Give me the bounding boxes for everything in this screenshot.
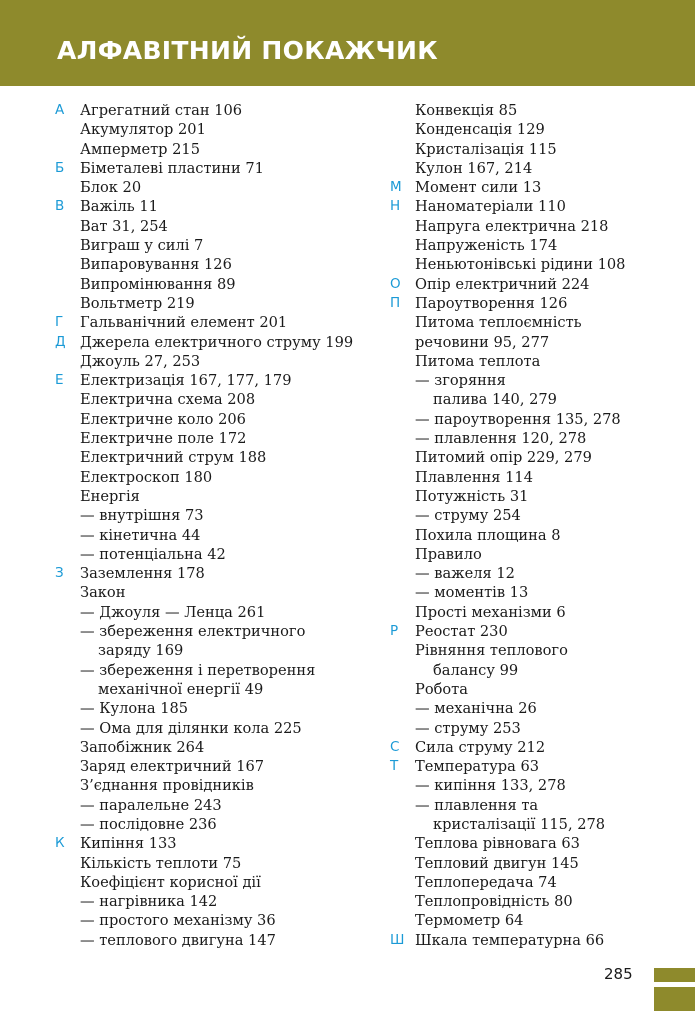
index-entry-text: Прості механізми 6 (415, 603, 566, 621)
index-entry (55, 545, 375, 564)
page-tab-lower (654, 987, 695, 1011)
index-entry (55, 526, 375, 545)
index-entry (55, 699, 375, 718)
index-entry-text: — плавлення 120, 278 (415, 430, 587, 448)
index-entry (390, 217, 680, 236)
index-entry (55, 854, 375, 873)
index-entry (55, 815, 375, 834)
index-entry-text: Електризація 167, 177, 179 (80, 372, 292, 390)
index-entry-text: Сила струму 212 (415, 738, 546, 756)
index-entry-text: — моментів 13 (415, 584, 529, 602)
section-letter: В (55, 198, 65, 215)
index-entry-text: Виграш у силі 7 (80, 237, 204, 255)
index-entry (390, 757, 680, 776)
index-entry (55, 892, 375, 911)
index-entry-text: Правило (415, 545, 482, 563)
index-entry-text: Джерела електричного струму 199 (80, 333, 354, 351)
page-number: 285 (604, 965, 633, 983)
index-entry (390, 275, 680, 294)
section-letter: Б (55, 159, 65, 176)
index-entry-text: Вольтметр 219 (80, 294, 195, 312)
page-tab-upper (654, 968, 695, 982)
index-entry-text: Електричне поле 172 (80, 430, 247, 448)
index-entry-text: Блок 20 (80, 179, 142, 197)
index-entry-text: Акумулятор 201 (80, 121, 206, 139)
index-entry (390, 680, 680, 699)
section-letter: Т (390, 758, 399, 775)
index-entry (390, 487, 680, 506)
section-letter: Р (390, 623, 399, 640)
index-entry (390, 834, 680, 853)
index-entry (55, 661, 375, 680)
index-entry-text: — збереження і перетворення (80, 661, 316, 679)
index-entry-text: Опір електричний 224 (415, 275, 590, 293)
index-entry-text: — струму 254 (415, 507, 521, 525)
index-entry (390, 815, 680, 834)
index-entry-text: Момент сили 13 (415, 179, 542, 197)
index-entry (55, 313, 375, 332)
index-entry-text: Конденсація 129 (415, 121, 545, 139)
index-entry (390, 448, 680, 467)
section-letter: Е (55, 372, 64, 389)
index-entry (55, 352, 375, 371)
index-column-left (55, 101, 375, 950)
index-entry (390, 854, 680, 873)
index-entry-text: — простого механізму 36 (80, 912, 276, 930)
index-entry (55, 333, 375, 352)
index-entry (55, 834, 375, 853)
index-entry-text: — струму 253 (415, 719, 521, 737)
index-entry (390, 410, 680, 429)
index-entry (390, 931, 680, 950)
index-entry-text: — паралельне 243 (80, 796, 222, 814)
section-letter: П (390, 294, 401, 311)
index-entry (55, 255, 375, 274)
index-entry-text: Джоуль 27, 253 (80, 352, 201, 370)
section-letter: Г (55, 314, 64, 331)
index-entry-text: кристалізації 115, 278 (433, 815, 606, 833)
index-entry-text: — кінетична 44 (80, 526, 201, 544)
index-entry (390, 101, 680, 120)
index-entry (55, 873, 375, 892)
index-entry-text: Тепловий двигун 145 (415, 854, 579, 872)
index-entry (55, 217, 375, 236)
index-entry-text: — теплового двигуна 147 (80, 931, 276, 949)
index-entry (390, 776, 680, 795)
index-entry (55, 120, 375, 139)
index-entry (390, 159, 680, 178)
index-entry-text: Електроскоп 180 (80, 468, 213, 486)
index-entry (55, 294, 375, 313)
index-entry (390, 603, 680, 622)
index-entry-text: Електричне коло 206 (80, 410, 246, 428)
index-entry-text: — плавлення та (415, 796, 539, 814)
index-entry (55, 101, 375, 120)
index-entry (390, 120, 680, 139)
index-entry (390, 564, 680, 583)
index-entry-text: — кипіння 133, 278 (415, 777, 566, 795)
index-entry-text: Пароутворення 126 (415, 294, 568, 312)
index-entry-text: Енергія (80, 487, 140, 505)
index-entry (55, 448, 375, 467)
index-entry (55, 719, 375, 738)
index-column-right (390, 101, 680, 950)
index-entry-text: балансу 99 (433, 661, 519, 679)
index-entry (55, 410, 375, 429)
index-entry-text: Потужність 31 (415, 487, 529, 505)
header-banner (0, 0, 695, 86)
index-entry-text: Гальванічний елемент 201 (80, 314, 288, 332)
index-entry-text: Випаровування 126 (80, 256, 232, 274)
index-entry (55, 564, 375, 583)
index-entry-text: — збереження електричного (80, 623, 306, 641)
index-entry (55, 468, 375, 487)
index-entry (55, 776, 375, 795)
index-entry (55, 931, 375, 950)
index-entry-text: — потенціальна 42 (80, 545, 226, 563)
index-entry (390, 699, 680, 718)
index-entry-text: Питома теплоємність (415, 314, 582, 332)
index-entry-text: палива 140, 279 (433, 391, 557, 409)
index-entry (390, 236, 680, 255)
index-entry-text: Питомий опір 229, 279 (415, 449, 592, 467)
section-letter: М (390, 179, 402, 196)
index-entry (55, 622, 375, 641)
index-entry (390, 911, 680, 930)
index-entry-text: — нагрівника 142 (80, 893, 218, 911)
section-letter: Д (55, 333, 66, 350)
index-entry-text: Важіль 11 (80, 198, 158, 216)
index-entry (390, 873, 680, 892)
index-entry-text: Теплова рівновага 63 (415, 835, 580, 853)
index-entry (390, 661, 680, 680)
index-entry (390, 178, 680, 197)
index-entry-text: механічної енергії 49 (98, 680, 264, 698)
index-entry (55, 680, 375, 699)
index-entry-text: Похила площина 8 (415, 526, 561, 544)
index-entry-text: заряду 169 (98, 642, 184, 660)
page-title: АЛФАВІТНИЙ ПОКАЖЧИК (57, 36, 438, 65)
index-entry (55, 371, 375, 390)
index-entry-text: Термометр 64 (415, 912, 524, 930)
section-letter: Н (390, 198, 401, 215)
index-entry (55, 487, 375, 506)
index-entry (55, 757, 375, 776)
section-letter: А (55, 102, 65, 118)
index-entry (55, 641, 375, 660)
index-entry (55, 429, 375, 448)
index-entry-text: Рівняння теплового (415, 642, 568, 660)
index-entry-text: Теплопровідність 80 (415, 893, 573, 911)
index-entry (55, 140, 375, 159)
index-entry-text: Біметалеві пластини 71 (80, 159, 264, 177)
index-entry (390, 468, 680, 487)
index-entry (55, 911, 375, 930)
index-entry (390, 140, 680, 159)
index-entry (55, 603, 375, 622)
index-entry-text: — внутрішня 73 (80, 507, 204, 525)
index-entry (390, 313, 680, 332)
index-entry (390, 333, 680, 352)
index-entry-text: — послідовне 236 (80, 815, 217, 833)
index-entry-text: — важеля 12 (415, 565, 515, 583)
index-entry (55, 583, 375, 602)
index-entry-text: Закон (80, 584, 126, 602)
section-letter: С (390, 738, 400, 755)
index-entry (390, 796, 680, 815)
index-entry-text: — механічна 26 (415, 700, 537, 718)
index-entry-text: Питома теплота (415, 352, 541, 370)
index-entry (390, 255, 680, 274)
index-entry-text: Напруга електрична 218 (415, 217, 609, 235)
section-letter: К (55, 835, 65, 852)
index-entry-text: Агрегатний стан 106 (80, 102, 243, 119)
index-entry-text: речовини 95, 277 (415, 333, 550, 351)
index-entry (390, 429, 680, 448)
index-entry (390, 352, 680, 371)
index-entry (55, 390, 375, 409)
index-entry-text: — Ома для ділянки кола 225 (80, 719, 302, 737)
section-letter: Ш (390, 931, 405, 948)
index-entry (390, 197, 680, 216)
index-entry (390, 622, 680, 641)
index-entry-text: Кулон 167, 214 (415, 159, 533, 177)
index-entry-text: — Джоуля — Ленца 261 (80, 603, 266, 621)
index-entry (390, 892, 680, 911)
index-entry-text: Робота (415, 680, 468, 698)
index-entry (55, 178, 375, 197)
index-entry (55, 738, 375, 757)
index-entry-text: Теплопередача 74 (415, 873, 557, 891)
section-letter: О (390, 275, 401, 292)
index-entry-text: Неньютонівські рідини 108 (415, 256, 626, 274)
index-entry-text: Амперметр 215 (80, 140, 201, 158)
index-entry (390, 545, 680, 564)
index-entry-text: Кількість теплоти 75 (80, 854, 242, 872)
index-entry-text: Температура 63 (415, 758, 540, 776)
index-entry-text: Реостат 230 (415, 623, 508, 641)
index-entry (390, 526, 680, 545)
index-entry (55, 796, 375, 815)
index-entry-text: — Кулона 185 (80, 700, 189, 718)
index-entry (390, 641, 680, 660)
index-entry (55, 236, 375, 255)
index-entry-text: Плавлення 114 (415, 468, 533, 486)
index-entry (390, 738, 680, 757)
index-entry (390, 371, 680, 390)
index-entry-text: — пароутворення 135, 278 (415, 410, 621, 428)
index-entry-text: Конвекція 85 (415, 102, 518, 119)
index-entry (55, 159, 375, 178)
index-entry-text: Кристалізація 115 (415, 140, 557, 158)
index-entry (390, 390, 680, 409)
index-entry (390, 506, 680, 525)
index-entry-text: Заземлення 178 (80, 565, 205, 583)
index-entry-text: Електричний струм 188 (80, 449, 267, 467)
index-entry-text: Запобіжник 264 (80, 738, 205, 756)
index-entry (55, 197, 375, 216)
index-entry (390, 583, 680, 602)
index-entry-text: Заряд електричний 167 (80, 758, 265, 776)
index-entry-text: Електрична схема 208 (80, 391, 256, 409)
index-entry-text: Коефіцієнт корисної дії (80, 873, 261, 891)
index-entry-text: Шкала температурна 66 (415, 931, 605, 949)
index-entry (390, 719, 680, 738)
index-entry-text: — згоряння (415, 372, 506, 390)
section-letter: З (55, 565, 64, 582)
index-entry-text: Наноматеріали 110 (415, 198, 566, 216)
index-entry-text: Ват 31, 254 (80, 217, 168, 235)
index-entry-text: Напруженість 174 (415, 237, 558, 255)
index-entry (55, 506, 375, 525)
index-entry (55, 275, 375, 294)
index-entry (390, 294, 680, 313)
index-entry-text: Випромінювання 89 (80, 275, 236, 293)
index-entry-text: Кипіння 133 (80, 835, 177, 853)
index-entry-text: З’єднання провідників (80, 777, 254, 795)
